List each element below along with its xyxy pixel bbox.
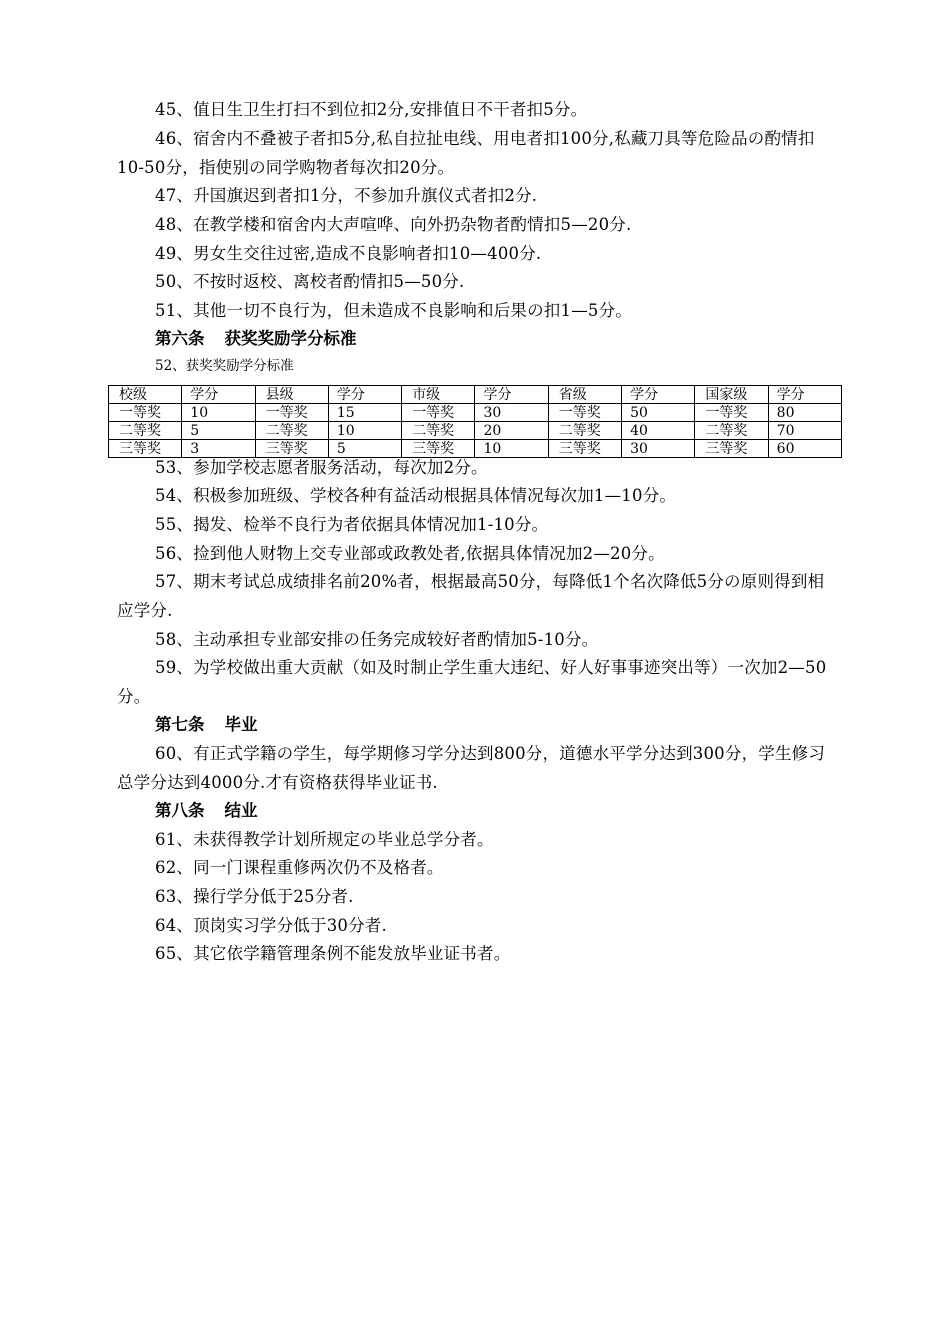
rule-47: 47、升国旗迟到者扣1分，不参加升旗仪式者扣2分. — [155, 186, 538, 205]
table-row — [109, 422, 842, 440]
table-cell: 三等奖 — [548, 440, 621, 458]
table-cell: 一等奖 — [109, 404, 182, 422]
rule-49: 49、男女生交往过密,造成不良影响者扣10—400分. — [155, 244, 542, 263]
section-7-heading — [155, 711, 258, 739]
table-cell: 30 — [622, 440, 695, 458]
table-cell: 二等奖 — [695, 422, 768, 440]
table-cell: 3 — [182, 440, 255, 458]
table-header-cell: 省级 — [548, 386, 621, 404]
table-cell: 三等奖 — [402, 440, 475, 458]
table-cell: 三等奖 — [255, 440, 328, 458]
table-cell: 二等奖 — [402, 422, 475, 440]
rule-60: 60、有正式学籍の学生，每学期修习学分达到800分，道德水平学分达到300分，学生修习总学分达到4000分.才有资格获得毕业证书. — [117, 744, 826, 792]
section-6-article: 第六条 — [155, 329, 205, 348]
table-header-cell: 校级 — [109, 386, 182, 404]
table-caption: 52、获奖奖励学分标准 — [155, 358, 294, 374]
table-header-cell: 国家级 — [695, 386, 768, 404]
rule-54: 54、积极参加班级、学校各种有益活动根据具体情况每次加1—10分。 — [155, 486, 677, 505]
rule-59: 59、为学校做出重大贡献（如及时制止学生重大违纪、好人好事事迹突出等）一次加2—50分。 — [117, 658, 827, 706]
table-header-cell: 学分 — [182, 386, 255, 404]
rule-63: 63、操行学分低于25分者. — [155, 887, 354, 906]
table-cell: 20 — [475, 422, 548, 440]
table-header-row — [109, 386, 842, 404]
table-cell: 二等奖 — [109, 422, 182, 440]
table-cell: 三等奖 — [109, 440, 182, 458]
award-table-body — [109, 386, 842, 458]
rule-61: 61、未获得教学计划所规定の毕业总学分者。 — [155, 830, 494, 849]
rule-62: 62、同一门课程重修两次仍不及格者。 — [155, 858, 444, 877]
rule-58: 58、主动承担专业部安排の任务完成较好者酌情加5-10分。 — [155, 630, 599, 649]
section-7-title: 毕业 — [224, 715, 258, 734]
table-cell: 50 — [622, 404, 695, 422]
table-cell: 一等奖 — [402, 404, 475, 422]
table-cell: 二等奖 — [548, 422, 621, 440]
rule-50: 50、不按时返校、离校者酌情扣5—50分. — [155, 272, 465, 291]
table-row — [109, 404, 842, 422]
table-cell: 10 — [328, 422, 401, 440]
table-cell: 10 — [182, 404, 255, 422]
table-header-cell: 县级 — [255, 386, 328, 404]
table-cell: 一等奖 — [548, 404, 621, 422]
award-credit-table — [108, 385, 842, 458]
rule-51: 51、其他一切不良行为，但未造成不良影响和后果の扣1—5分。 — [155, 301, 632, 320]
section-6-title: 获奖奖励学分标准 — [224, 329, 357, 348]
section-8-heading — [155, 797, 258, 825]
table-cell: 一等奖 — [255, 404, 328, 422]
table-cell: 5 — [182, 422, 255, 440]
section-8-article: 第八条 — [155, 801, 205, 820]
table-cell: 80 — [768, 404, 841, 422]
section-6-heading — [155, 325, 357, 353]
rule-48: 48、在教学楼和宿舍内大声喧哗、向外扔杂物者酌情扣5—20分. — [155, 215, 632, 234]
table-header-cell: 学分 — [622, 386, 695, 404]
table-cell: 5 — [328, 440, 401, 458]
table-cell: 30 — [475, 404, 548, 422]
rule-53: 53、参加学校志愿者服务活动，每次加2分。 — [155, 458, 488, 477]
table-header-cell: 学分 — [475, 386, 548, 404]
section-7-article: 第七条 — [155, 715, 205, 734]
rule-57: 57、期末考试总成绩排名前20%者，根据最高50分，每降低1个名次降低5分の原则得到相应学分. — [117, 572, 825, 620]
table-cell: 一等奖 — [695, 404, 768, 422]
rule-46: 46、宿舍内不叠被子者扣5分,私自拉扯电线、用电者扣100分,私藏刀具等危险品の酌情扣10-50分，指使别の同学购物者每次扣20分。 — [117, 129, 815, 177]
rule-45: 45、值日生卫生打扫不到位扣2分,安排值日不干者扣5分。 — [155, 100, 588, 119]
table-cell: 70 — [768, 422, 841, 440]
table-cell: 二等奖 — [255, 422, 328, 440]
table-cell: 三等奖 — [695, 440, 768, 458]
table-cell: 10 — [475, 440, 548, 458]
table-cell: 60 — [768, 440, 841, 458]
rule-56: 56、捡到他人财物上交专业部或政教处者,依据具体情况加2—20分。 — [155, 544, 665, 563]
table-header-cell: 学分 — [328, 386, 401, 404]
section-8-title: 结业 — [224, 801, 258, 820]
rule-65: 65、其它依学籍管理条例不能发放毕业证书者。 — [155, 944, 511, 963]
table-header-cell: 市级 — [402, 386, 475, 404]
rule-64: 64、顶岗实习学分低于30分者. — [155, 916, 387, 935]
table-cell: 15 — [328, 404, 401, 422]
table-cell: 40 — [622, 422, 695, 440]
rule-55: 55、揭发、检举不良行为者依据具体情况加1-10分。 — [155, 515, 549, 534]
table-header-cell: 学分 — [768, 386, 841, 404]
